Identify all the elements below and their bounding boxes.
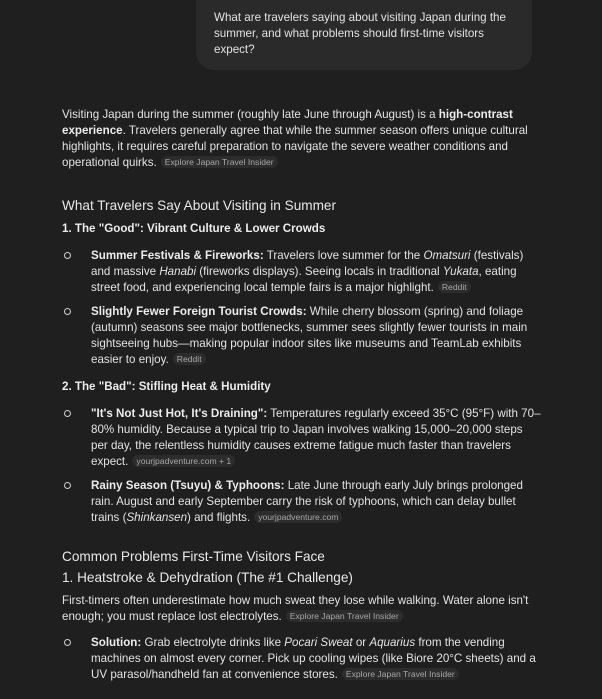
user-query-bubble: [196, 0, 532, 70]
source-chip[interactable]: Explore Japan Travel Insider: [342, 668, 459, 680]
intro-text-a: Visiting Japan during the summer (roughly late June through August) is a: [62, 108, 439, 121]
heatstroke-paragraph: [62, 593, 542, 625]
assistant-response: [62, 107, 542, 691]
source-chip[interactable]: yourjpadventure.com + 1: [132, 455, 235, 467]
item-text: Late June through early July brings prolonged rain. August and early September carry the risk of typhoons, which can delay bullet trains (: [91, 479, 523, 524]
section-heading-common-problems: Common Problems First-Time Visitors Face: [62, 549, 325, 564]
source-chip[interactable]: yourjpadventure.com: [254, 511, 342, 523]
item-title: Slightly Fewer Foreign Tourist Crowds:: [91, 305, 307, 318]
bullet-icon: [64, 252, 71, 259]
subheading-bad: 2. The "Bad": Stifling Heat & Humidity: [62, 380, 271, 393]
item-title: Summer Festivals & Fireworks:: [91, 249, 264, 262]
heatstroke-text: First-timers often underestimate how much sweat they lose while walking. Water alone isn't enough; you must replace lost electrolytes.: [62, 594, 529, 623]
item-text: Temperatures regularly exceed 35°C (95°F) with 70–80% humidity. Because a typical trip to Japan involves walking 15,000–20,000 steps per day, the relentless humidity causes extreme fatigue much faster than travelers expect.: [91, 407, 541, 468]
user-query-text: What are travelers saying about visiting Japan during the summer, and what problems should first-time visitors expect?: [214, 11, 506, 56]
section-heading-travelers-say: What Travelers Say About Visiting in Summer: [62, 198, 337, 213]
item-text: , eating street food, and experiencing local temple fairs is a major highlight.: [91, 265, 517, 294]
list-item: [62, 406, 542, 470]
subheading-heatstroke: 1. Heatstroke & Dehydration (The #1 Challenge): [62, 570, 353, 585]
item-text: (festivals) and massive: [91, 249, 524, 278]
solution-list: [62, 635, 542, 683]
item-term: Yukata: [442, 265, 479, 278]
intro-text-b: . Travelers generally agree that while the summer season offers unique cultural highlights, it requires careful preparation to navigate the severe weather conditions and operational quirks.: [62, 124, 528, 169]
item-term: Aquarius: [369, 636, 416, 649]
item-term: Pocari Sweat: [284, 636, 353, 649]
source-chip[interactable]: Explore Japan Travel Insider: [161, 156, 278, 168]
item-term: Shinkansen: [126, 511, 188, 524]
bullet-icon: [64, 410, 71, 417]
item-title: Solution:: [91, 636, 142, 649]
item-term: Hanabi: [159, 265, 197, 278]
source-chip[interactable]: Reddit: [173, 353, 206, 365]
list-item: [62, 304, 542, 368]
intro-paragraph: [62, 107, 542, 171]
list-item: [62, 248, 542, 296]
item-text: Travelers love summer for the: [263, 249, 424, 262]
source-chip[interactable]: Reddit: [438, 281, 471, 293]
list-item: [62, 635, 542, 683]
item-text: or: [352, 636, 370, 649]
list-item: [62, 478, 542, 526]
item-title: "It's Not Just Hot, It's Draining":: [91, 407, 268, 420]
bad-list: [62, 406, 542, 526]
item-text: (fireworks displays). Seeing locals in traditional: [196, 265, 443, 278]
source-chip[interactable]: Explore Japan Travel Insider: [286, 610, 403, 622]
item-title: Rainy Season (Tsuyu) & Typhoons:: [91, 479, 285, 492]
subheading-good: 1. The "Good": Vibrant Culture & Lower Crowds: [62, 222, 326, 235]
item-text: Grab electrolyte drinks like: [141, 636, 285, 649]
item-text: from the vending machines on almost every corner. Pick up cooling wipes (like Biore 20°C sheets) and a UV parasol/handheld fan at convenience stores.: [91, 636, 536, 681]
bullet-icon: [64, 639, 71, 646]
good-list: [62, 248, 542, 368]
item-text: ) and flights.: [187, 511, 251, 524]
bullet-icon: [64, 482, 71, 489]
item-term: Omatsuri: [423, 249, 471, 262]
bullet-icon: [64, 308, 71, 315]
item-text: While cherry blossom (spring) and foliage (autumn) seasons see major bottlenecks, summer sees slightly fewer tourists in main sightseeing hubs—making popular indoor sites like museums and TeamLab exhibits easier to enjoy.: [91, 305, 528, 366]
intro-bold: high-contrast experience: [62, 108, 513, 137]
